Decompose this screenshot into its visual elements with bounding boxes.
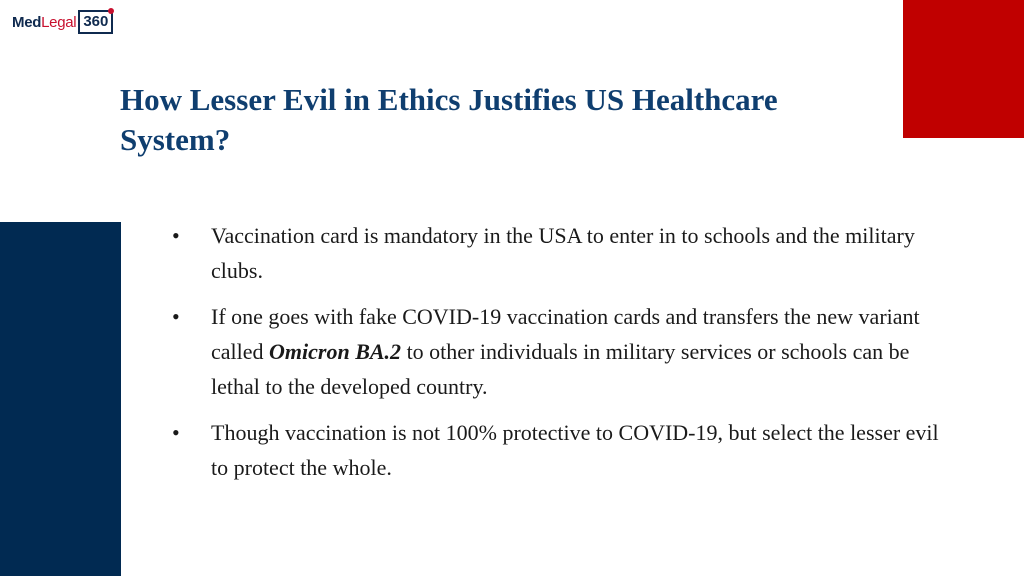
bullet-dot-icon: • bbox=[172, 304, 180, 329]
bullet-item bbox=[170, 415, 960, 485]
logo-text-med: Med bbox=[12, 13, 42, 31]
bullet-item bbox=[170, 218, 960, 288]
bullet-text: Vaccination card is mandatory in the USA to enter in to schools and the military clubs. bbox=[211, 223, 915, 283]
logo-number: 360 bbox=[83, 13, 109, 30]
bullet-emphasis: Omicron BA.2 bbox=[269, 339, 402, 364]
bullet-text-start: If one goes with fake COVID-19 vaccination cards and transfers the new variant called bbox=[211, 304, 920, 364]
bullet-list bbox=[170, 218, 960, 496]
navy-accent-bar bbox=[0, 222, 121, 576]
logo-dot-icon bbox=[108, 8, 114, 14]
red-accent-block bbox=[903, 0, 1024, 138]
bullet-text-end: to other individuals in military services or schools can be lethal to the developed country. bbox=[211, 339, 910, 399]
bullet-text: Though vaccination is not 100% protective to COVID-19, but select the lesser evil to protect the whole. bbox=[211, 420, 939, 480]
medlegal360-logo bbox=[12, 9, 113, 35]
logo-text-legal: Legal bbox=[41, 13, 77, 31]
logo-text-360 bbox=[78, 10, 113, 34]
bullet-dot-icon: • bbox=[172, 420, 180, 445]
slide-title: How Lesser Evil in Ethics Justifies US Healthcare System? bbox=[120, 82, 778, 157]
bullet-item bbox=[170, 299, 960, 404]
bullet-dot-icon: • bbox=[172, 223, 180, 248]
